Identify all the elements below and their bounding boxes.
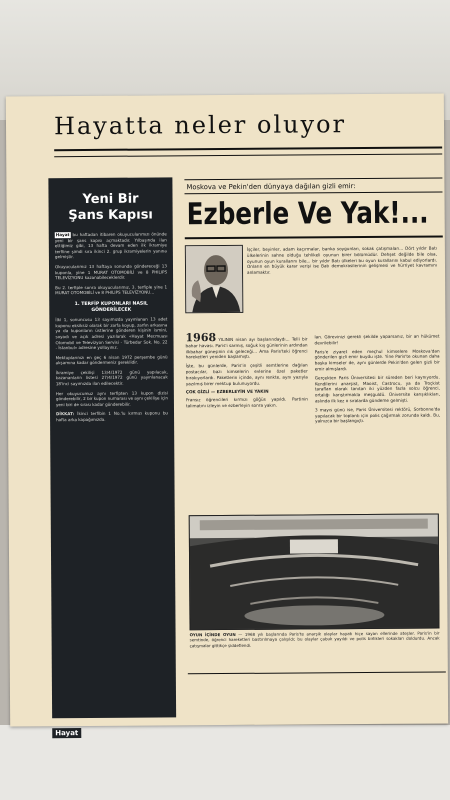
- magazine-page: [6, 93, 448, 738]
- portrait-photo: [185, 245, 243, 313]
- sidebar-step: Her okuyucumuz aynı terfipten 13 kupon dizisi gönderebilir, 2 bir kupon numarası ve aynı çekilişe için yeni biri de sırası kadar gönderebilir.: [55, 390, 168, 408]
- footer-logo: Hayat: [52, 728, 81, 738]
- dropcap-year: 1968: [185, 331, 217, 345]
- section-heading: ÇOK GİZLİ — EZBERLEYİN VE YAKIN: [185, 389, 269, 395]
- column-paragraph: 3 mayıs günü ise, Paris Üniversitesi rektörü, Sorbonne'da yapılacak bir toplantı için polis çağırmak zorunda kaldı. Bu, yalnızca bir başlangıçtı.: [314, 406, 441, 424]
- title-rule: [185, 235, 443, 238]
- sidebar-paragraph: bu haftadan itibaren okuyucularımızı önünde yeni bir şans kapısı açmaktadır. Yılbaşında ilan ettiğimiz gibi, 13 hafta devam eden ilk ikramiye terfiine şimdi sıra ikinci 2. grup ikramiyelerin yanına gelmiştir.: [54, 231, 167, 260]
- sidebar-step: İlki 1, sonuncusu 13 sayımızda yayınlanan 13 adet kuponu eksiksiz olarak bir zarfa koyup, zarfın arkasına ya da kuponların üstlerine gönderen kişinin ismini, soyadı ve açık adresi yazılarak «Hayat Mecmuası Otomobil ve Televizyon Servisi - Türbedar Sok. No. 22 - İstanbul» adresine yollayınız.: [55, 316, 168, 351]
- article-title: Ezberle Ve Yak!...: [186, 195, 429, 233]
- sidebar-step: Mektuplarınızı en geç 6 nisan 1972 perşembe günü akşamına kadar göndermeniz gereklidir.: [55, 354, 168, 366]
- headline-rule-thin: [54, 153, 442, 157]
- sidebar-box: [48, 177, 176, 718]
- note-label: DİKKAT:: [56, 411, 75, 417]
- bottom-rule: [188, 671, 446, 674]
- photo-caption: [190, 631, 440, 669]
- article-intro: İşçiler, beyinler, adam kaçırmalar, banka soygunları, sokak çatışmaları... Dört yıldır Batı ülkelerinin sahne olduğu tehlikeli oyunun birer bölümüdür. Dehşet değilde bile olsa, oyunun oyun kurallarını bile... bir yıldır Batı ülkeleri bu oyun kurallarını kabul ediyorlardı. Onların en büyük karar verişi ise Batı demokrasilerinin gelişmesi ve hürriyet kavramını anlamaktır.: [246, 245, 438, 276]
- sidebar-note: İkinci terfibin 1 No.'lu kırmızı kuponu bu hafta arka kapağımızda.: [56, 410, 169, 423]
- column-paragraph: İşte, bu günlerde, Paris'in çeşitli semtlerine dağılan postacılar, bazı kimselerin evlerine özel paketler bırakıyorlardı. Paketlerin içinde, aynı renkte, aynı yazıyla yazılmış birer mektup bulunuyordu.: [185, 362, 308, 386]
- sidebar-step: İkramiye çekilişi 13/4/1972 günü yapılacak, kazananların listesi 27/4/1972 günü yayınlanacak 18'inci sayımızda ilan edilecektir.: [55, 369, 168, 387]
- column-paragraph: Fransız öğrencileri kırmızı göğüs yapıldı. Partinin talimatını izleyin ve ezberleyin sonra yakın.: [185, 396, 308, 409]
- kicker-rule-bottom: [184, 191, 442, 194]
- article-kicker: Moskova ve Pekin'den dünyaya dağılan gizli emir:: [186, 182, 356, 192]
- page-headline: Hayatta neler oluyor: [53, 110, 347, 141]
- brand-tag: Hayat: [55, 232, 70, 238]
- headline-rule: [54, 146, 442, 150]
- sidebar-title-line2: Şans Kapısı: [68, 207, 153, 224]
- sidebar-paragraph: Okuyucularımız 13 haftaya sonunda göndereceği 13 kuponla, yine 1 MURAT OTOMOBİLİ ve 8 PHILIPS TELEVİZYONU kazanabileceklerdir.: [54, 263, 168, 281]
- assembly-hall-photo: [189, 514, 440, 631]
- column-paragraph: ları. Görevinizi gerekli şekilde yaparsanız, bir an hükümet devrilebilir!: [314, 333, 440, 346]
- sidebar-subhead: 1. TERFİP KUPONLARI NASIL GÖNDERİLECEK: [74, 301, 148, 313]
- kicker-rule-top: [184, 177, 442, 180]
- column-paragraph: Paris'e ziyaret eden meçhul kimselere Moskova'dan gönderilen gizli emir buydu işte. Yine Paris'te okunan daha başka kimseler de, aynı günlerde Pekin'den gelen gizli bir emir almışlardı.: [314, 348, 440, 372]
- article-column-2: [314, 334, 440, 511]
- column-paragraph: Gerçekten Paris Üniversitesi bir süreden beri kaynıyordu. Kendilerini anarşist, Maoist, Castrocu, ya da Troçkist tarafları olarak tanıtan iki yüzden fazla solcu öğrenci, ortalığı karıştırmakla meşguldü. Üniversite karışıklıkları, aslında ilk kez o sıralarda gündeme gelmişti.: [314, 374, 440, 404]
- sidebar-paragraph: Bu 2. terfiple sonra okuyucularımız, 3. terfiple yine 1 MURAT OTOMOBİLİ ve 8 PHILIPS TELEVİZYONU...: [55, 284, 168, 296]
- column-paragraph: YILININ nisan ayı başlarındaydı... Telli bir bahar havası. Paris'i sarmış, soğuk kış günlerinin ardından ilkbahar güneşinin ılık geleceği... Ama Paris'teki öğrenci hareketleri yeniden başlamıştı.: [185, 336, 308, 360]
- caption-label: OYUN İÇİNDE OYUN: [189, 631, 236, 638]
- sidebar-title-line1: Yeni Bir: [82, 191, 139, 208]
- caption-text: — 1968 yılı başlarında Paris'te anarşik olaylar hayatı hiçe sayan ellerinde ateşler. Paris'in bir semtinde, öğrenci hareketleri bastırılmaya çalışıldı; bu olaylar çabuk yayıldı ve polis birlikleri sokakları doldurdu. Ancak çatışmalar gittikçe şiddetlendi.: [189, 630, 440, 649]
- article-column-1: [185, 331, 308, 511]
